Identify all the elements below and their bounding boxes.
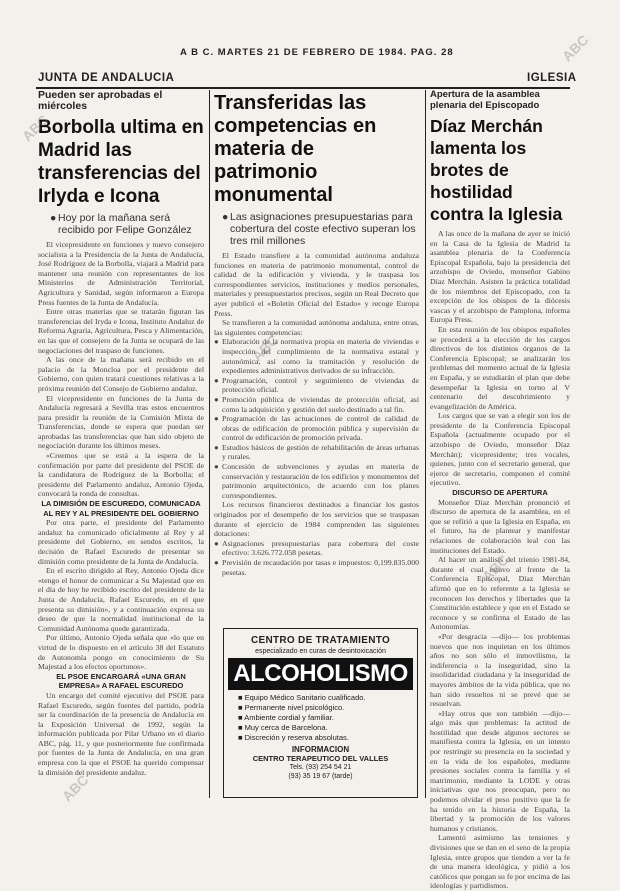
- bullet-icon: ●: [214, 375, 219, 385]
- article-subheadline: [38, 212, 204, 236]
- ad-subtitle: especializado en curas de desintoxicación: [255, 648, 386, 655]
- subhead: DISCURSO DE APERTURA: [452, 488, 548, 498]
- paragraph: Se transfieren a la comunidad autónoma andaluza, entre otras, las siguientes competencias:: [214, 318, 419, 337]
- list-item-text: Estudios básicos de gestión de rehabilitación de áreas urbanas y rurales.: [222, 442, 419, 462]
- article-body: [430, 229, 570, 891]
- paragraph: Entre otras materias que se tratarán figuran las transferencias del Iryda e Icona, Instituto Andaluz de Reforma Agraria, Agricultura, Pesca y Alimentación, en las que el consejero de la Junta se ocupará de las negociaciones del traspaso de funciones.: [38, 307, 204, 355]
- paragraph: En esta reunión de los obispos españoles se procederá a la elección de los cargos directivos de los distintos órganos de la Conferencia Episcopal; se analizarán los problemas del momento actual de la Iglesia en España, y se estudiarán el plan que debe desempeñar la Iglesia en torno al V centenario del descubrimiento y evangelización de América.: [430, 324, 570, 411]
- ad-list: [224, 693, 417, 743]
- list-item: [214, 443, 419, 462]
- list-item-text: Elaboración de la normativa propia en materia de viviendas e inspección del cumplimiento de la normativa estatal y autonómica, así como la tramitación y resolución de expedientes administrativos derivados de su infracción.: [222, 337, 419, 376]
- list-item: [214, 395, 419, 414]
- ad-list-item: ■ Muy cerca de Barcelona.: [238, 723, 328, 732]
- article-subheadline-text: Las asignaciones presupuestarias para cobertura del coste efectivo superan los tres mil millones: [230, 211, 416, 247]
- article-kicker: Pueden ser aprobadas el miércoles: [38, 89, 163, 112]
- watermark: ABC: [558, 31, 592, 65]
- paragraph: Lamentó asimismo las tensiones y divisiones que se dan en el seno de la propia Iglesia, entre grupos que tienden a ver la fe de una manera ideológica, y pidió a los católicos que pongan su fe por encima de las ideologías y partidismos.: [430, 833, 570, 891]
- article-body: [214, 251, 419, 636]
- ad-phone-1: Tels. (93) 254 54 21: [289, 764, 352, 771]
- bullet-icon: ●: [214, 337, 219, 347]
- ad-info: INFORMACION: [291, 745, 350, 754]
- subhead: EL PSOE ENCARGARÁ «UNA GRAN EMPRESA» A RAFAEL ESCUREDO: [56, 671, 186, 691]
- list-item: [214, 539, 419, 558]
- list-item-text: Concesión de subvenciones y ayudas en materia de conservación y restauración de los edificios y monumentos del patrimonio arquitectónico, de acuerdo con los planes correspondientes.: [222, 462, 419, 500]
- paragraph: Los recursos financieros destinados a financiar los gastos originados por el desempeño de los servicios que se traspasan durante el ejercicio de 1984 comprenden las siguientes dotaciones:: [214, 500, 419, 539]
- bullet-icon: ●: [222, 211, 229, 223]
- ad-list-item: ■ Ambiente cordial y familiar.: [238, 713, 334, 722]
- ad-list-item: ■ Equipo Médico Sanitario cualificado.: [238, 693, 366, 702]
- ad-center: CENTRO TERAPEUTICO DEL VALLES: [252, 754, 389, 763]
- masthead: A B C. MARTES 21 DE FEBRERO DE 1984. PAG. 28: [180, 47, 454, 58]
- article-patrimonio: [214, 92, 419, 636]
- article-diaz-merchan: [430, 89, 570, 891]
- paragraph: A las once de la mañana será recibido en el palacio de la Moncloa por el presidente del Gobierno, con quien tratará cuestiones relativas a la próxima reunión del Consejo de Gobierno andaluz.: [38, 355, 204, 393]
- paragraph: El vicepresidente en funciones de la Junta de Andalucía regresará a Sevilla tras estos encuentros para presidir la reunión de la Comisión Mixta de Transferencias, donde se espera que puedan ser aprobadas las transferencias que han sido objeto de negociación durante los últimos meses.: [38, 393, 204, 451]
- paragraph: Por otra parte, el presidente del Parlamento andaluz ha comunicado oficialmente al Rey y al presidente del Gobierno, en sendos escritos, la decisión de Rafael Escuredo de presentar su dimisión como presidente de la Junta de Andalucía.: [38, 518, 204, 566]
- list-item: [214, 558, 419, 577]
- article-headline: Transferidas las competencias en materia de patrimonio monumental: [214, 92, 377, 206]
- ad-list-item: ■ Discreción y reserva absolutas.: [238, 733, 349, 742]
- list-item-text: Promoción pública de viviendas de protección oficial, así como la adquisición y gestión del suelo destinado a tal fin.: [222, 394, 419, 414]
- watermark: ABC: [18, 111, 52, 145]
- article-headline: Díaz Merchán lamenta los brotes de hostilidad contra la Iglesia: [430, 116, 563, 224]
- bullet-icon: ●: [214, 538, 219, 548]
- ad-phone-2: (93) 35 19 67 (tarde): [288, 773, 353, 780]
- list-item-text: Programación, control y seguimiento de viviendas de protección oficial.: [222, 375, 419, 395]
- advertisement-alcoholismo: [223, 628, 418, 798]
- ad-title: CENTRO DE TRATAMIENTO: [250, 635, 391, 646]
- section-junta-andalucia: JUNTA DE ANDALUCIA: [38, 72, 175, 84]
- article-subheadline: [214, 211, 419, 247]
- ad-word: ALCOHOLISMO: [228, 658, 413, 690]
- section-iglesia: IGLESIA: [527, 72, 577, 84]
- bullet-icon: ●: [214, 394, 219, 404]
- bullet-icon: ●: [214, 462, 219, 472]
- watermark: ABC: [478, 551, 512, 585]
- list-item-text: Previsión de recaudación por tasas e impuestos: 0,199.835.000 pesetas.: [222, 558, 419, 577]
- paragraph: Por último, Antonio Ojeda señala que «lo que en virtud de lo dispuesto en el artículo 38 del Estatuto de Autonomía pongo en conocimiento de Su Majestad a los efectos oportunos».: [38, 633, 204, 672]
- list-item: [214, 414, 419, 443]
- article-kicker: Apertura de la asamblea plenaria del Episcopado: [430, 89, 540, 111]
- paragraph: Un encargo del comité ejecutivo del PSOE para Rafael Escuredo, según fuentes del partido, podría ser la coordinación de la presencia de Andalucía en la Exposición Universal de 1992, según la información publicada por Pilar Urbano en el diario ABC, pág. 11, y que posteriormente fue confirmada por fuentes de la Junta de Andalucía, en una gran empresa con la que el PSOE ha querido compensar la dimisión del presidente andaluz.: [38, 690, 204, 777]
- paragraph: Monseñor Díaz Merchán pronunció el discurso de apertura de la asamblea, en el que se refirió a que la Iglesia en España, en el futuro, ha de plantear y manifestar relaciones de colaboración leal con las instituciones del Estado.: [430, 497, 570, 555]
- list-item: [214, 337, 419, 375]
- paragraph: Al hacer un análisis del trienio 1981-84, durante el cual estuvo al frente de la Conferencia Episcopal, Díaz Merchán afirmó que en lo referente a la Iglesia se reconocen los derechos y libertades que la Constitución establece y que en el Estado se reconoce y se confirma el Estado de las Autonomías.: [430, 555, 570, 632]
- list-item-text: Asignaciones presupuestarias para cobertura del coste efectivo: 3.626.772.058 pesetas.: [222, 538, 419, 558]
- paragraph: «Creemos que se está a la espera de la confirmación por parte del presidente del PSOE de la candidatura de Rodríguez de la Borbolla; el presidente del Parlamento andaluz, Antonio Ojeda, convocará la ronda de consultas.: [38, 451, 204, 499]
- bullet-icon: ●: [214, 558, 219, 567]
- paragraph: A las once de la mañana de ayer se inició en la Casa de la Iglesia de Madrid la asamblea plenaria de la Conferencia Episcopal Española, bajo la presidencia del arzobispo de Oviedo, monseñor Gabino Díaz Merchán. Asisten la práctica totalidad de los miembros del Episcopado, con la excepción de los obispos de la diócesis vascas y el arzobispo de Pamplona, informa Europa Press.: [430, 229, 570, 325]
- article-headline: Borbolla ultima en Madrid las transferencias del Irlyda e Icona: [38, 117, 204, 207]
- article-subheadline-text: Hoy por la mañana será recibido por Felipe González: [58, 212, 192, 236]
- column-rule-1: [209, 90, 210, 798]
- paragraph: En el escrito dirigido al Rey, Antonio Ojeda dice «tengo el honor de comunicar a Su Majestad que en el día de hoy he recibido escrito del presidente de la Junta de Andalucía, Rafael Escuredo, en el que presenta su dimisión», y a continuación expresa su deseo de que la normalidad institucional de la Comunidad Autónoma quede garantizada.: [38, 566, 204, 633]
- list-item: [214, 462, 419, 500]
- paragraph: Los cargos que se van a elegir son los de presidente de la Conferencia Episcopal Española (actualmente ocupado por el arzobispo de Oviedo, monseñor Díaz Merchán); vicepresidente; tres vocales, quienes, junto con el secretario general, que ejerce de secretario, componen el comité ejecutivo.: [430, 411, 570, 488]
- article-borbolla: [38, 90, 204, 805]
- subhead: LA DIMISIÓN DE ESCUREDO, COMUNICADA AL REY Y AL PRESIDENTE DEL GOBIERNO: [41, 499, 201, 518]
- paragraph: El vicepresidente en funciones y nuevo consejero socialista a la Presidencia de la Junta de Andalucía, José Rodríguez de la Borbolla, viajará a Madrid para mantener una reunión con representantes de los Ministerios de Administración Territorial, Agricultura y Sanidad, según informaron a Europa Press fuentes de la Junta de Andalucía.: [38, 240, 204, 307]
- list-item: [214, 376, 419, 395]
- paragraph: «Hay otros que son también —dijo— algo más que problemas: la actitud de hostilidad que desde algunos sectores se manifiesta contra la Iglesia, en un intento por restringir su presencia en la sociedad y en la vida de los españoles, mediante presiones sociales contra la familia y el matrimonio, mediante la LODE y otras iniciativas que nos preocupan, pero no podemos olvidar el peso positivo que la fe ha tenido en la historia de España, la libertad y la promoción de los valores humanos y cristianos.: [430, 708, 570, 833]
- ad-list-item: ■ Permanente nivel psicológico.: [238, 703, 345, 712]
- bullet-icon: ●: [214, 414, 219, 424]
- paragraph: El Estado transfiere a la comunidad autónoma andaluza funciones en materia de patrimonio monumental, control de calidad de la edificación y vivienda, y le traspasa los correspondientes servicios, instituciones y medios personales, materiales y presupuestarios precisos, según un Real Decreto que ayer publicó el «Boletín Oficial del Estado» y recoge Europa Press.: [214, 251, 419, 318]
- watermark: ABC: [58, 771, 92, 805]
- list-item-text: Programación de las actuaciones de control de calidad de obras de edificación de promoción pública y supervisión de control de edificación de promoción privada.: [222, 414, 419, 443]
- article-body: [38, 240, 204, 805]
- watermark: ABC: [248, 331, 282, 365]
- bullet-icon: ●: [214, 442, 219, 452]
- paragraph: «Por desgracia —dijo— los problemas nuevos que nos inquietan en los últimos años no son sólo el inmovilismo, la indiferencia o la inseguridad, sino la insolidaridad ciudadana y la inseguridad de mayores ámbitos de la vida pública, que no han sido resueltos ni se prevé que se resuelvan.: [430, 631, 570, 709]
- bullet-icon: ●: [50, 212, 57, 224]
- column-rule-2: [425, 90, 426, 798]
